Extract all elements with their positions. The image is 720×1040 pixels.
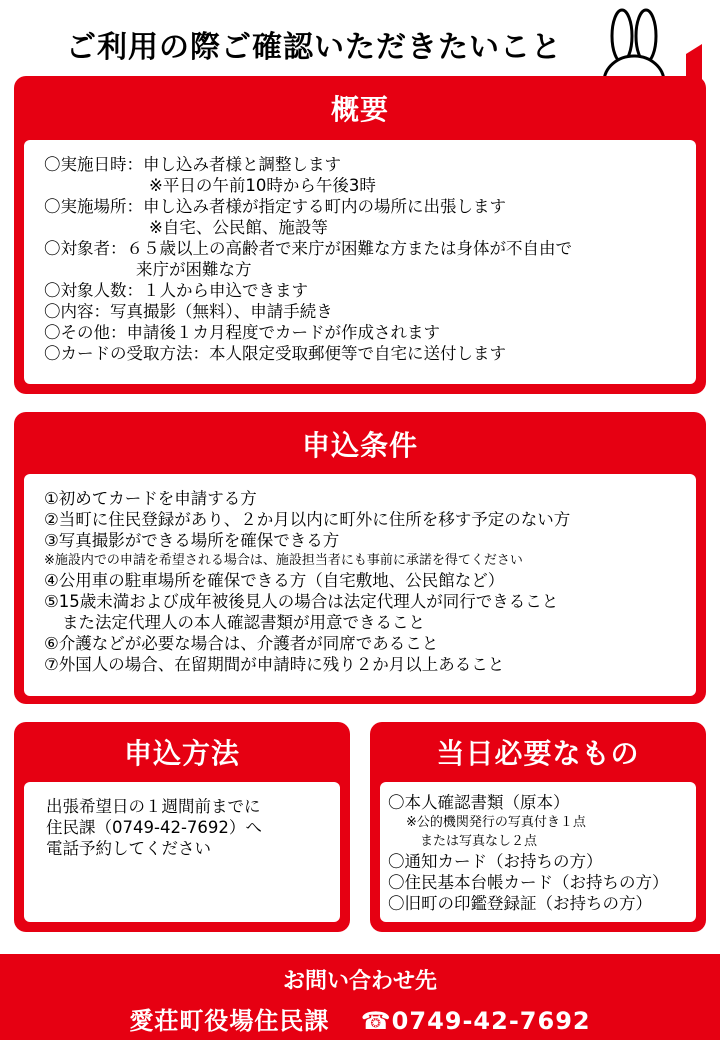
condition-item: ⑦外国人の場合、在留期間が申請時に残り２か月以上あること [44,655,505,674]
overview-line: 〇実施場所：申し込み者様が指定する町内の場所に出張します [44,197,506,216]
phone-number: 0749-42-7692 [391,1007,591,1035]
needed-note: または写真なし２点 [420,834,538,849]
contact-heading: お問い合わせ先 [282,969,437,994]
method-panel [14,722,350,932]
overview-line: 来庁が困難な方 [136,260,252,279]
method-line: 住民課（0749-42-7692）へ [46,818,262,837]
needed-item: 〇住民基本台帳カード（お持ちの方） [388,873,669,892]
condition-item: ③写真撮影ができる場所を確保できる方 [44,531,340,550]
overview-heading: 概要 [330,93,389,126]
condition-item: ④公用車の駐車場所を確保できる方（自宅敷地、公民館など） [44,571,505,590]
needed-note: ※公的機関発行の写真付き１点 [406,815,586,830]
overview-line: 〇対象者：６５歳以上の高齢者で来庁が困難な方または身体が不自由で [44,239,572,258]
office-name: 愛荘町役場住民課 [129,1007,330,1035]
overview-line: ※平日の午前10時から午後3時 [149,176,376,195]
needed-heading: 当日必要なもの [436,737,640,770]
needed-body [380,782,696,922]
conditions-body [24,474,696,696]
condition-item: ①初めてカードを申請する方 [44,489,257,508]
overview-line: 〇対象人数：１人から申込できます [44,281,308,300]
needed-item: 〇本人確認書類（原本） [388,793,570,812]
conditions-heading: 申込条件 [301,429,418,462]
overview-panel [14,76,706,394]
overview-line: ※自宅、公民館、施設等 [149,218,328,237]
contact-line [0,1001,720,1036]
needed-panel [370,722,706,932]
method-line: 電話予約してください [46,839,211,858]
method-line: 出張希望日の１週間前までに [46,797,261,816]
needed-item: 〇旧町の印鑑登録証（お持ちの方） [388,894,652,913]
needed-item: 〇通知カード（お持ちの方） [388,852,603,871]
method-heading: 申込方法 [123,737,240,770]
overview-line: 〇実施日時：申し込み者様と調整します [44,155,341,174]
contact-footer [0,954,720,1040]
condition-item: ⑥介護などが必要な場合は、介護者が同席であること [44,634,439,653]
condition-item: また法定代理人の本人確認書類が用意できること [62,613,425,632]
condition-item: ②当町に住民登録があり、２か月以内に町外に住所を移す予定のない方 [44,510,571,529]
overview-line: 〇カードの受取方法：本人限定受取郵便等で自宅に送付します [44,344,506,363]
overview-line: 〇その他：申請後１カ月程度でカードが作成されます [44,323,440,342]
phone-icon: ☎ [360,1007,392,1035]
page-title: ご利用の際ご確認いただきたいこと [66,30,562,65]
method-body [24,782,340,922]
overview-line: 〇内容：写真撮影（無料）、申請手続き [44,302,333,321]
conditions-panel [14,412,706,704]
condition-note: ※施設内での申請を希望される場合は、施設担当者にも事前に承諾を得てください [44,553,523,568]
overview-body [24,140,696,384]
condition-item: ⑤15歳未満および成年被後見人の場合は法定代理人が同行できること [44,592,559,611]
